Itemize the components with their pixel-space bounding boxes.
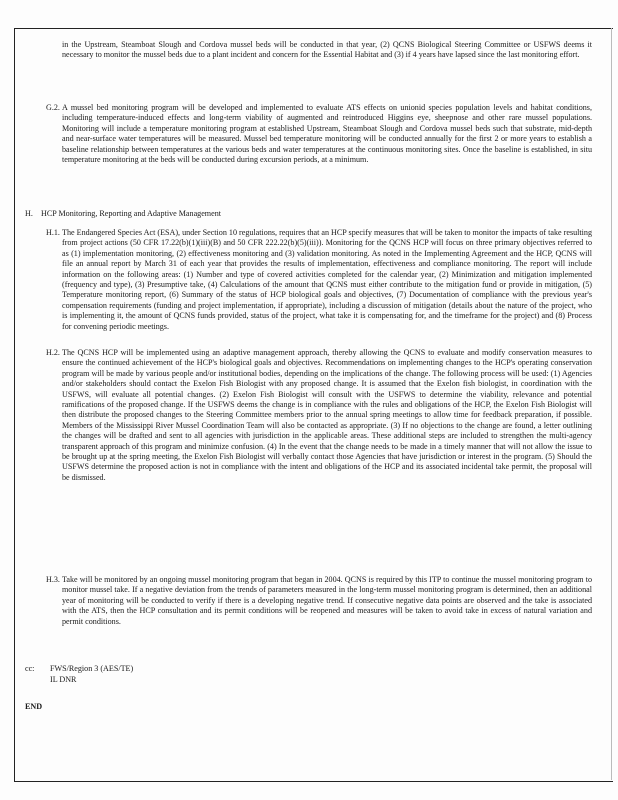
continuation-paragraph: in the Upstream, Steamboat Slough and Cordova mussel beds will be conducted in that year, (2) QCNS Biological Steering Committee or USFWS deems it necessary to monitor the mussel beds due to a plant incident and concern for the Essential Habitat and (3) if 4 years have lapsed since the last monitoring effort. (62, 40, 592, 60)
section-h-number: H. (25, 209, 33, 218)
paragraph-h2: The QCNS HCP will be implemented using an adaptive management approach, thereby allowing the QCNS to evaluate and modify conservation measures to ensure the continued achievement of the HCP's biological goals and objectives. Recommendations on implementing changes to the HCP's operating conservation program will be made by various people and/or institutional bodies, depending on the implications of the change. The following process will be used: (1) Agencies and/or stakeholders should contact the Exelon Fish Biologist with any proposed change. It is assumed that the Exelon fish biologist, in coordination with the USFWS, will evaluate all potential changes. (2) Exelon Fish Biologist will consult with the USFWS to determine the viability, relevance and potential ramifications of the proposed change. If the USFWS deems the change is in compliance with the rules and obligations of the HCP, the Exelon Fish Biologist will then distribute the proposed changes to the Steering Committee members prior to the annual spring meetings to allow time for feedback preparation, if possible. Members of the Mississippi River Mussel Coordination Team will also be contacted as appropriate. (3) If no objections to the change are found, a letter outlining the changes will be drafted and sent to all agencies with jurisdiction in the applicable areas. These additional steps are included to strengthen the multi-agency transparent approach of this program and minimize confusion. (4) In the event that the change needs to be made in a timely manner that will not allow the issue to be brought up at the spring meeting, the Exelon Fish Biologist will verbally contact those Agencies that have jurisdiction or interest in the program. (5) Should the USFWS determine the proposed action is not in compliance with the intent and obligations of the HCP and its associated incidental take permit, the proposal will be dismissed. (62, 348, 592, 482)
end-mark: END (25, 702, 43, 711)
item-number-h2: H.2. (46, 348, 60, 357)
paragraph-h3: Take will be monitored by an ongoing mussel monitoring program that began in 2004. QCNS is required by this ITP to continue the mussel monitoring program to monitor mussel take. If a negative deviation from the trends of parameters measured in the long-term mussel monitoring program is determined, then an additional year of monitoring will be conducted to verify if there is a developing negative trend. If consecutive negative data points are observed and the take is associated with the ATS, then the HCP consultation and its permit conditions will be reopened and measures will be taken to avoid take in excess of natural variation and permit conditions. (62, 575, 592, 626)
cc-label: cc: (25, 664, 35, 673)
cc-recipient: IL DNR (50, 675, 77, 684)
item-number-h3: H.3. (46, 575, 60, 584)
item-number-g2: G.2. (46, 103, 60, 112)
section-h-title: HCP Monitoring, Reporting and Adaptive Management (41, 209, 221, 218)
paragraph-g2: A mussel bed monitoring program will be developed and implemented to evaluate ATS effects on unionid species population levels and habitat conditions, including temperature-induced effects and long-term viability of augmented and reintroduced Higgins eye, sheepnose and other rare mussel populations. Monitoring will include a temperature monitoring program at established Upstream, Steamboat Slough and Cordova mussel beds such that substrate, mid-depth and near-surface water temperatures will be measured. Mussel bed temperature monitoring will be conducted annually for the first 2 or more years to establish a baseline relationship between temperatures at the various beds and water temperatures at the continuous monitoring sites. Once the baseline is established, in situ temperature monitoring at the beds will be conducted during excursion periods, at a minimum. (62, 103, 592, 165)
page-border-right (611, 28, 612, 780)
item-number-h1: H.1. (46, 228, 60, 237)
paragraph-h1: The Endangered Species Act (ESA), under Section 10 regulations, requires that an HCP specify measures that will be taken to monitor the impacts of take resulting from project actions (50 CFR 17.22(b)(1)(iii)(B) and 50 CFR 222.22(b)(5)(iii)). Monitoring for the QCNS HCP will focus on three primary objectives referred to as (1) implementation monitoring, (2) effectiveness monitoring and (3) validation monitoring. As noted in the Implementing Agreement and the HCP, QCNS will file an annual report by March 31 of each year that provides the results of implementation, effectiveness and compliance monitoring. The report will include information on the following areas: (1) Number and type of covered activities completed for the calendar year, (2) Minimization and mitigation implemented (frequency and type), (3) Presumptive take, (4) Calculations of the amount that QCNS must either contribute to the mitigation fund or provide in mitigation, (5) Temperature monitoring report, (6) Summary of the status of HCP biological goals and objectives, (7) Documentation of compliance with the previous year's compensation requirements (funding and project implementation, if appropriate), including a discussion of mitigation (details about the nature of the project, who is implementing it, the amount of QCNS funds provided, status of the project, what take it is compensating for, and the timeframe for the project) and (8) Process for convening periodic meetings. (62, 228, 592, 331)
cc-recipient: FWS/Region 3 (AES/TE) (50, 664, 134, 673)
